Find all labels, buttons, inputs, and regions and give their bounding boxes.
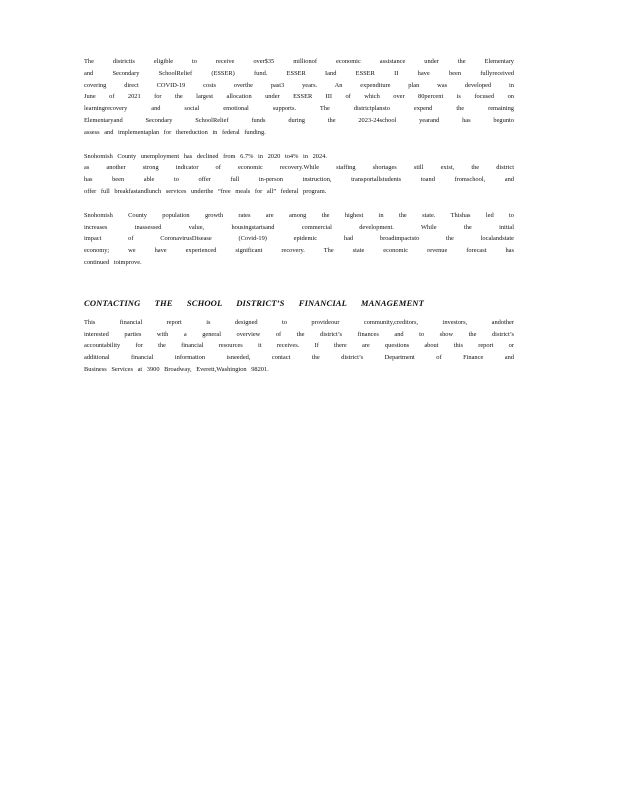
- text-line: continued toimprove.: [84, 258, 142, 266]
- paragraph-contact: [84, 317, 514, 376]
- text-line: as another strong indicator of economic recovery.While staffing shortages still exist, the district: [84, 164, 514, 172]
- text-line: assess and implementaplan for thereduction in federal funding.: [84, 128, 266, 136]
- text-line: This financial report is designed to provideour community,creditors, investors, andother: [84, 318, 514, 326]
- text-line: increases inassessed value, housingstartsand commercial development. While the initial: [84, 223, 514, 231]
- paragraph-esser-funding: [84, 56, 514, 139]
- text-line: additional financial information isneeded, contact the district’s Department of Finance and: [84, 354, 514, 362]
- text-line: covering direct COVID-19 costs overthe past3 years. An expenditure plan was developed in: [84, 81, 514, 89]
- text-line: June of 2021 for the largest allocation under ESSER III of which over 80percent is focused on: [84, 93, 514, 101]
- text-line: economy; we have experienced significant recovery. The state economic revenue forecast has: [84, 247, 514, 255]
- text-line: interested parties with a general overview of the district’s finances and to show the district’s: [84, 330, 514, 338]
- text-line: offer full breakfastandlunch services underthe “free meals for all” federal program.: [84, 187, 327, 195]
- text-line: accountability for the financial resources it receives. If there are questions about this report or: [84, 342, 514, 350]
- paragraph-unemployment: [84, 151, 514, 198]
- text-line: and Secondary SchoolRelief (ESSER) fund. ESSER Iand ESSER II have been fullyreceived: [84, 69, 514, 77]
- text-line: The districtis eligible to receive over$35 millionof economic assistance under the Elementary: [84, 58, 514, 65]
- text-line: has been able to offer full in-person instruction, transportallstudents toand fromschool, and: [84, 176, 514, 184]
- text-line: impact of CoronavirusDisease (Covid-19) epidemic had broadimpactsto the localandstate: [84, 235, 514, 243]
- text-line: Snohomish County unemployment has declined from 6.7% in 2020 to4% in 2024.: [84, 152, 327, 160]
- paragraph-population: [84, 210, 514, 269]
- text-line: Business Services at 3900 Broadway, Everett,Washington 98201.: [84, 365, 269, 373]
- document-page: [84, 56, 514, 388]
- section-heading: CONTACTING THE SCHOOL DISTRICT’S FINANCIAL MANAGEMENT: [84, 297, 424, 308]
- text-line: learningrecovery and social emotional supports. The districtplansto expend the remaining: [84, 105, 514, 113]
- text-line: Snohomish County population growth rates are among the highest in the state. Thishas led to: [84, 211, 514, 219]
- text-line: Elementaryand Secondary SchoolRelief funds during the 2023-24school yearand has begunto: [84, 116, 514, 124]
